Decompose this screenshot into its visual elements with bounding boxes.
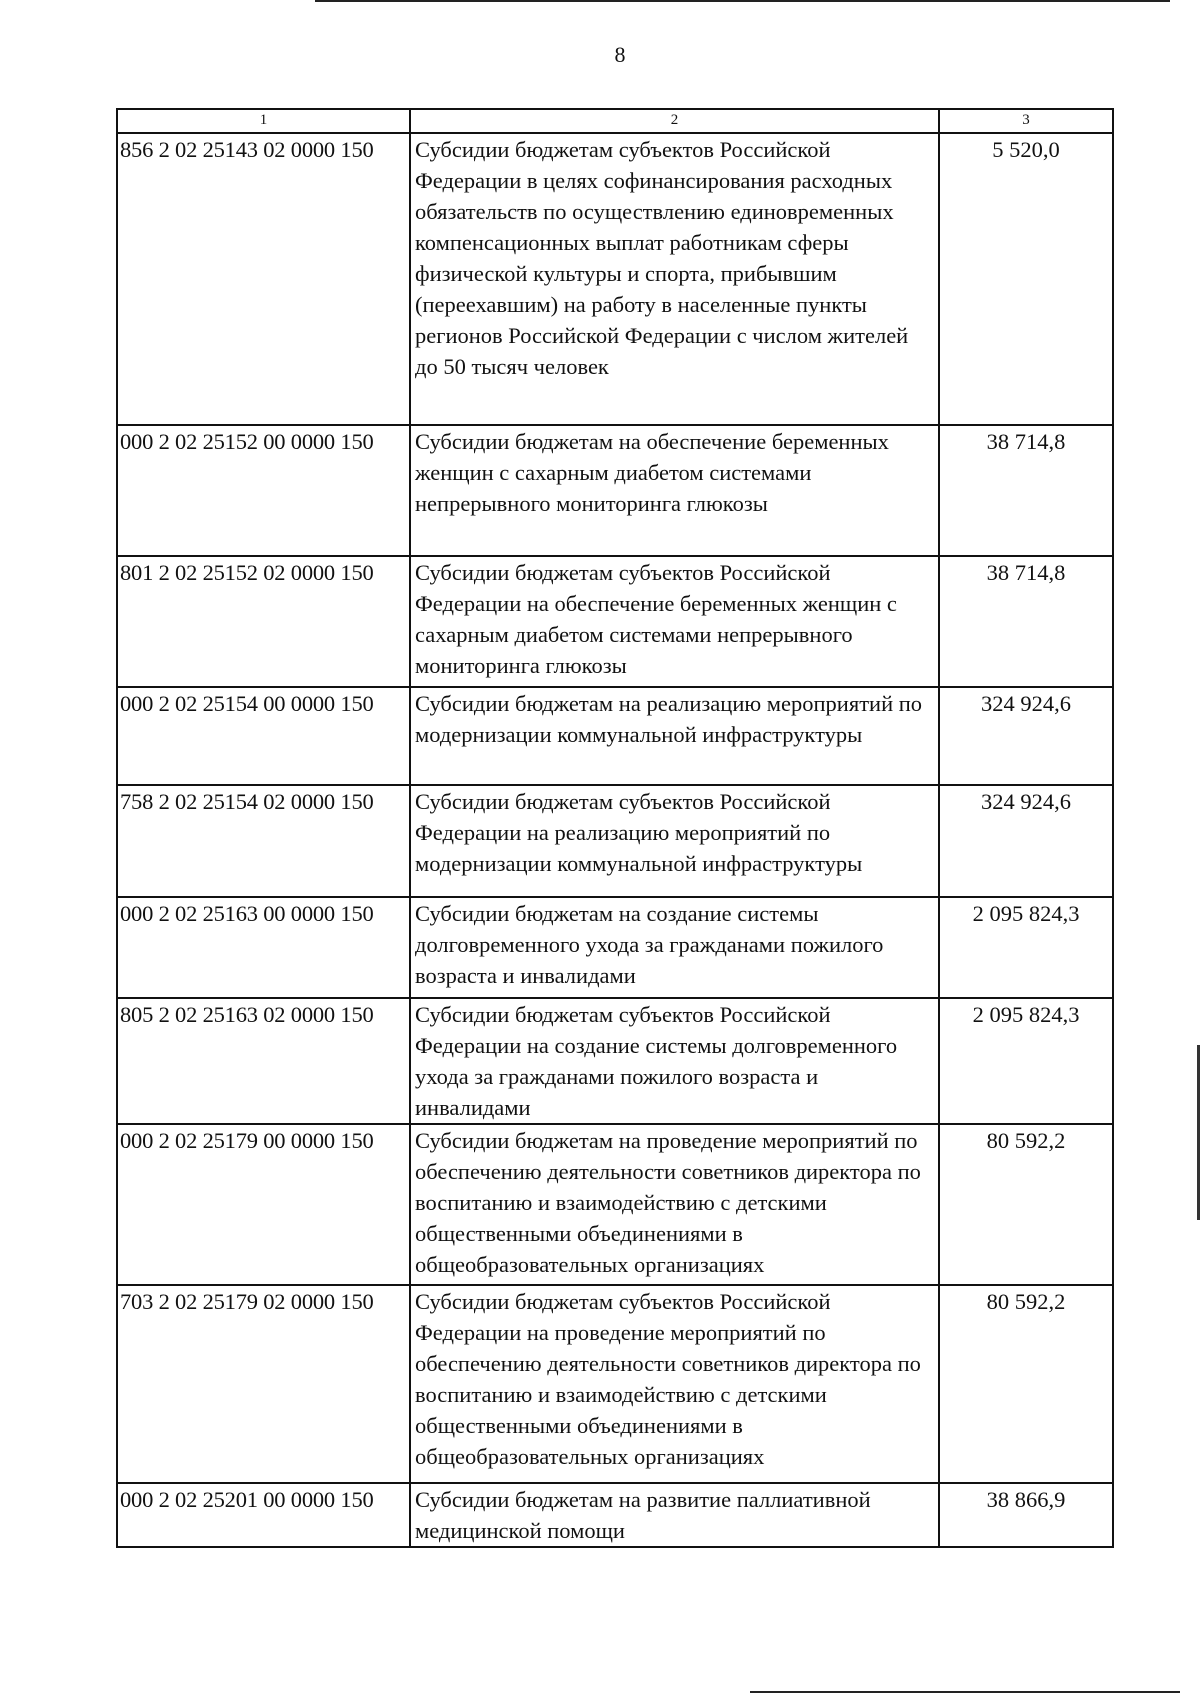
page-number: 8 [614,42,626,67]
budget-description: Субсидии бюджетам субъектов Российской Федерации на реализацию мероприятий по модернизации коммунальной инфраструктуры [410,785,939,897]
budget-code: 000 2 02 25152 00 0000 150 [117,425,410,556]
budget-amount: 80 592,2 [939,1124,1113,1285]
table-row [117,133,1113,425]
bottom-rule [750,1691,1180,1693]
budget-code: 000 2 02 25163 00 0000 150 [117,897,410,998]
budget-amount: 80 592,2 [939,1285,1113,1483]
budget-description: Субсидии бюджетам субъектов Российской Федерации в целях софинансирования расходных обязательств по осуществлению единовременных компенсационных выплат работникам сферы физической культуры и спорта, прибывшим (переехавшим) на работу в населенные пункты регионов Российской Федерации с числом жителей до 50 тысяч человек [410,133,939,425]
table-row [117,998,1113,1124]
budget-amount: 2 095 824,3 [939,998,1113,1124]
top-rule [315,0,1170,2]
budget-amount: 38 714,8 [939,556,1113,687]
budget-code: 856 2 02 25143 02 0000 150 [117,133,410,425]
budget-description: Субсидии бюджетам на создание системы долговременного ухода за гражданами пожилого возраста и инвалидами [410,897,939,998]
budget-code: 703 2 02 25179 02 0000 150 [117,1285,410,1483]
budget-table [116,108,1114,1548]
table-row [117,1285,1113,1483]
budget-code: 000 2 02 25179 00 0000 150 [117,1124,410,1285]
budget-description: Субсидии бюджетам субъектов Российской Федерации на обеспечение беременных женщин с сахарным диабетом системами непрерывного мониторинга глюкозы [410,556,939,687]
budget-description: Субсидии бюджетам субъектов Российской Федерации на проведение мероприятий по обеспечению деятельности советников директора по воспитанию и взаимодействию с детскими общественными объединениями в общеобразовательных организациях [410,1285,939,1483]
budget-amount: 38 866,9 [939,1483,1113,1547]
table-row [117,897,1113,998]
table-row [117,425,1113,556]
budget-description: Субсидии бюджетам на реализацию мероприятий по модернизации коммунальной инфраструктуры [410,687,939,785]
budget-description: Субсидии бюджетам на проведение мероприятий по обеспечению деятельности советников директора по воспитанию и взаимодействию с детскими общественными объединениями в общеобразовательных организациях [410,1124,939,1285]
table-row [117,1483,1113,1547]
budget-amount: 324 924,6 [939,785,1113,897]
budget-amount: 324 924,6 [939,687,1113,785]
table-row [117,687,1113,785]
budget-code: 805 2 02 25163 02 0000 150 [117,998,410,1124]
budget-amount: 2 095 824,3 [939,897,1113,998]
table-row [117,556,1113,687]
budget-amount: 38 714,8 [939,425,1113,556]
budget-code: 801 2 02 25152 02 0000 150 [117,556,410,687]
table-row [117,1124,1113,1285]
budget-code: 758 2 02 25154 02 0000 150 [117,785,410,897]
column-header-code: 1 [117,109,410,133]
budget-amount: 5 520,0 [939,133,1113,425]
column-header-amount: 3 [939,109,1113,133]
column-header-description: 2 [410,109,939,133]
table-row [117,785,1113,897]
budget-description: Субсидии бюджетам на развитие паллиативной медицинской помощи [410,1483,939,1547]
budget-description: Субсидии бюджетам на обеспечение беременных женщин с сахарным диабетом системами непрерывного мониторинга глюкозы [410,425,939,556]
budget-description: Субсидии бюджетам субъектов Российской Федерации на создание системы долговременного ухода за гражданами пожилого возраста и инвалидами [410,998,939,1124]
table-header-row [117,109,1113,133]
budget-code: 000 2 02 25201 00 0000 150 [117,1483,410,1547]
budget-code: 000 2 02 25154 00 0000 150 [117,687,410,785]
